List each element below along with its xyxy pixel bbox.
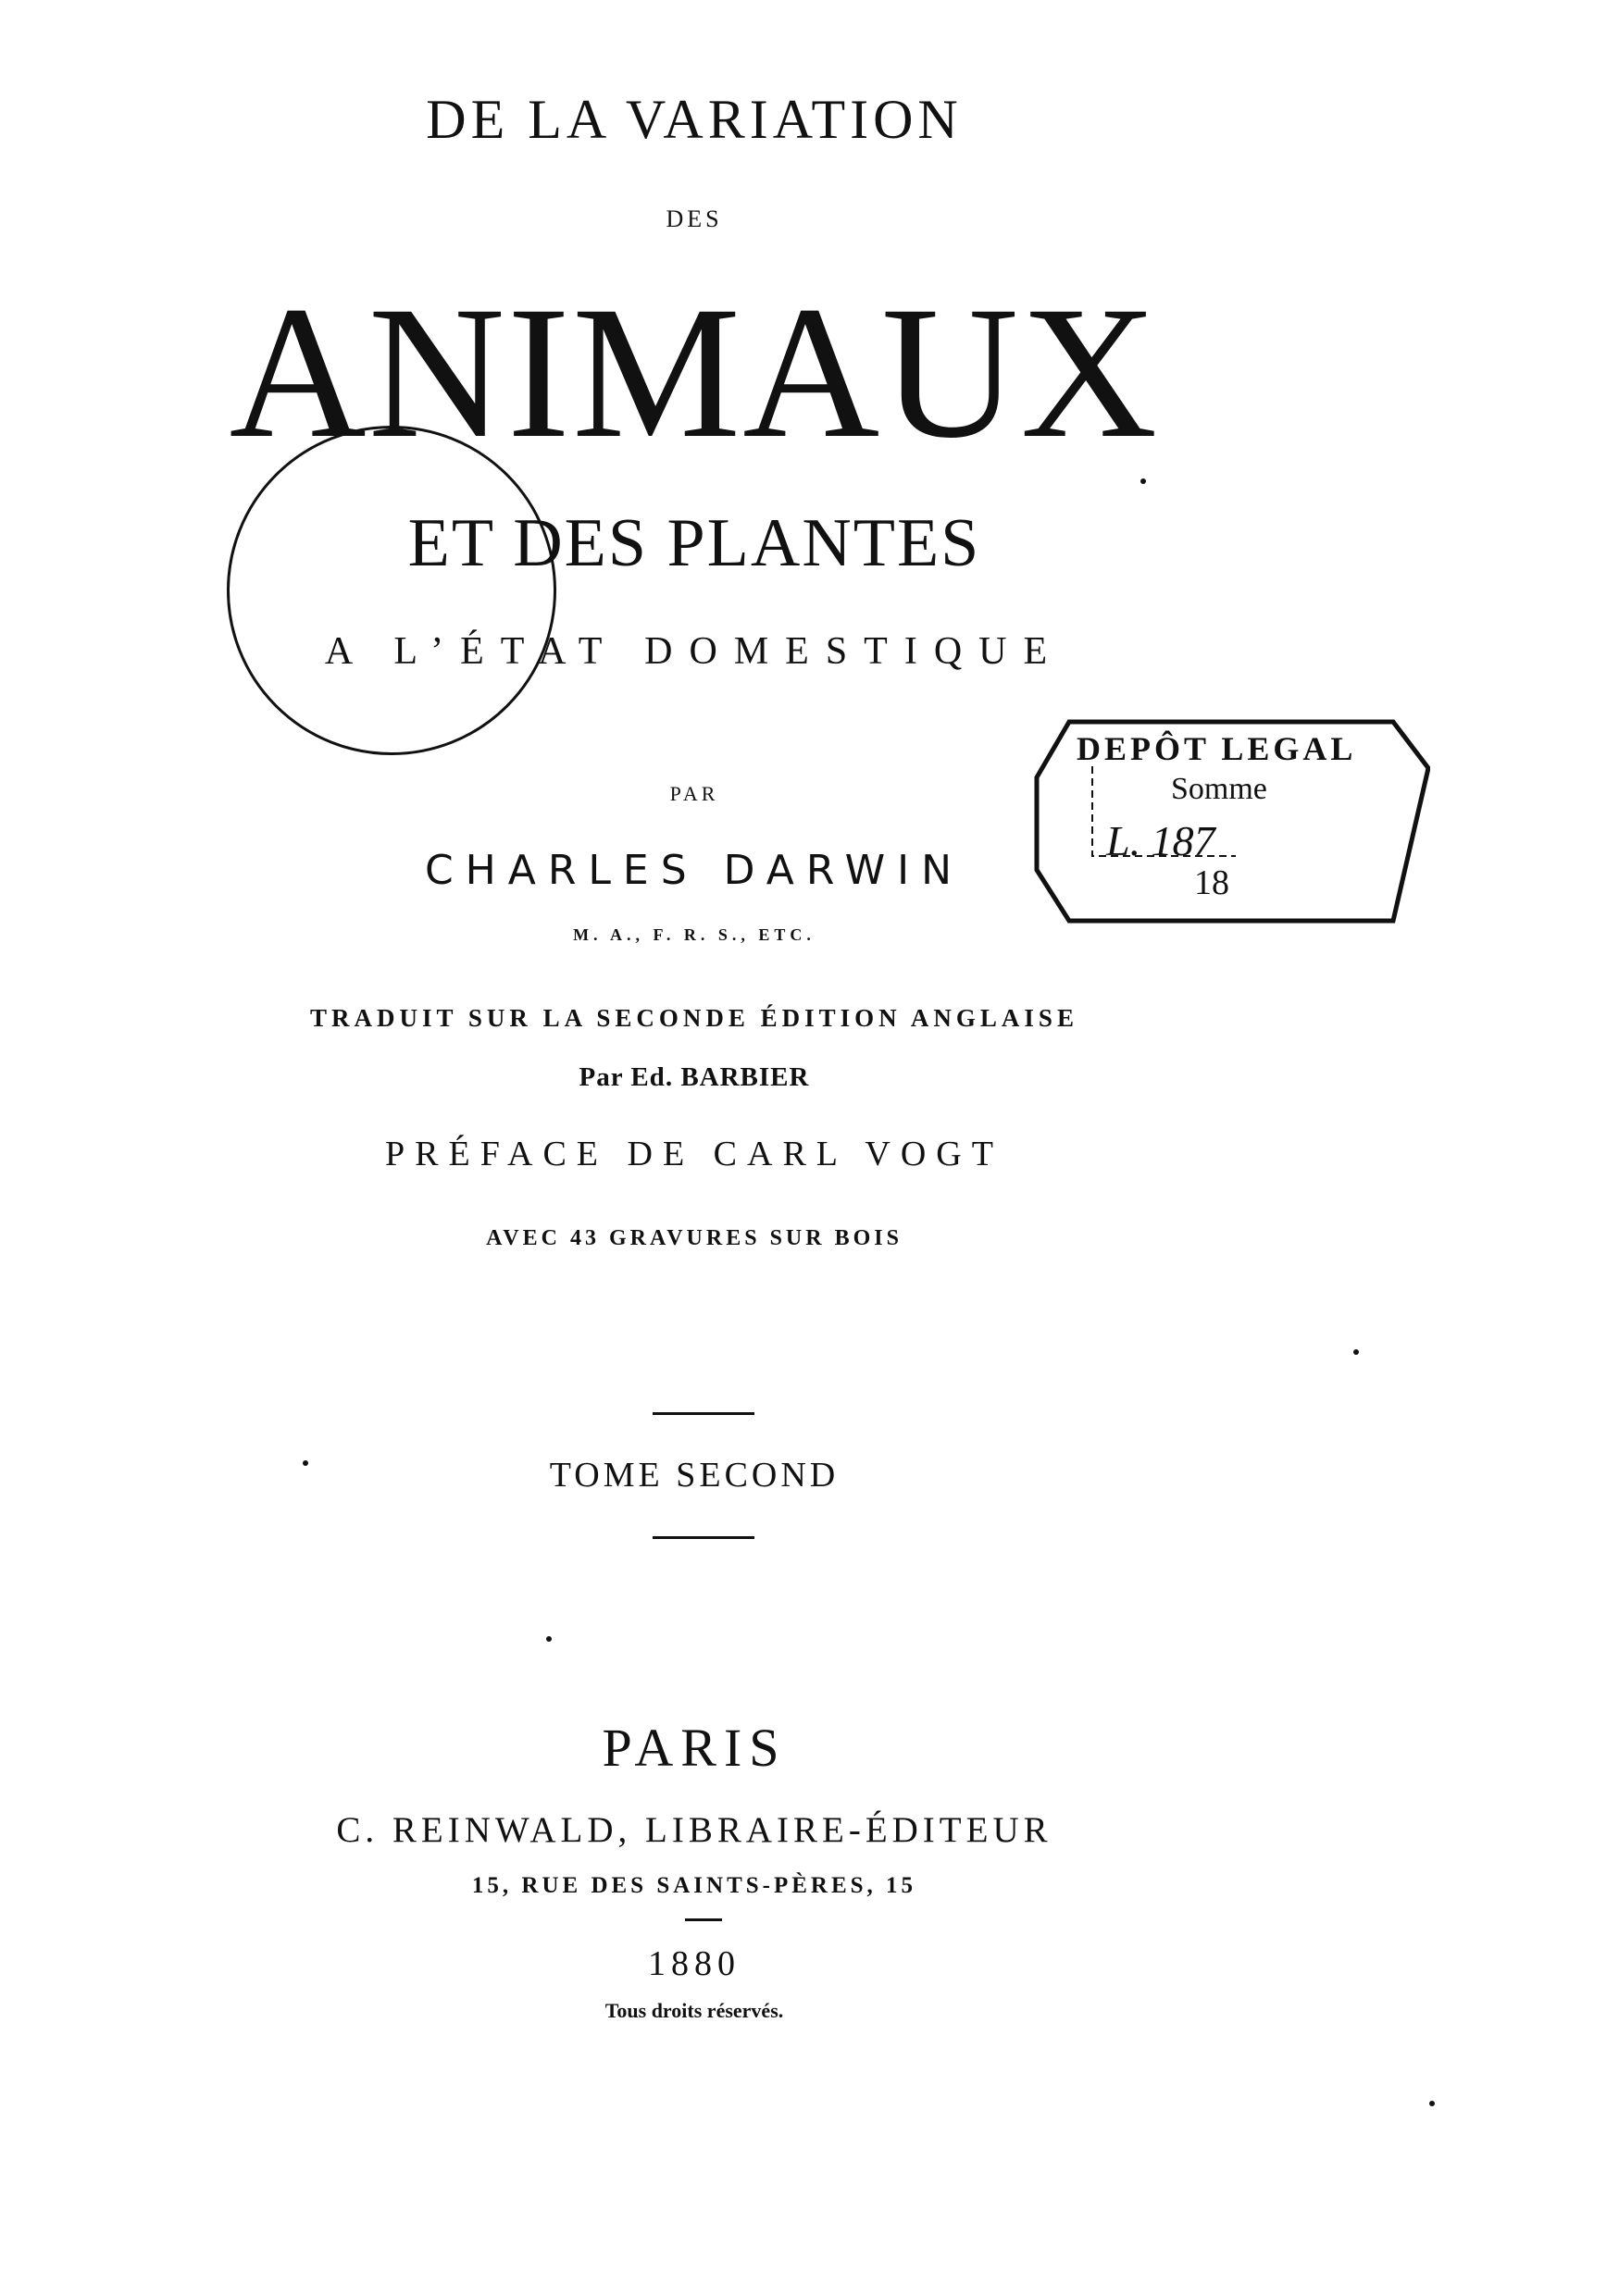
paper-speck <box>1429 2101 1435 2106</box>
publication-city: PARIS <box>602 1718 787 1778</box>
translation-note: TRADUIT SUR LA SECONDE ÉDITION ANGLAISE <box>310 1004 1078 1032</box>
author-name: CHARLES DARWIN <box>424 847 965 894</box>
bottom-volume-rule <box>653 1536 754 1539</box>
top-volume-rule <box>653 1412 754 1415</box>
illustrations-note: AVEC 43 GRAVURES SUR BOIS <box>486 1226 903 1250</box>
legal-stamp-title: DEPÔT LEGAL <box>1077 730 1357 767</box>
year-rule <box>685 1918 722 1921</box>
publisher: C. REINWALD, LIBRAIRE-ÉDITEUR <box>336 1810 1052 1850</box>
volume-label: TOME SECOND <box>549 1456 840 1495</box>
title-line-5: A L’ÉTAT DOMESTIQUE <box>324 630 1065 673</box>
paper-speck <box>303 1460 308 1466</box>
title-line-4: ET DES PLANTES <box>407 505 981 581</box>
title-line-2: DES <box>666 205 723 232</box>
paper-speck <box>1140 478 1146 484</box>
author-credentials: M. A., F. R. S., ETC. <box>573 925 816 944</box>
preface-note: PRÉFACE DE CARL VOGT <box>385 1135 1003 1173</box>
legal-deposit-stamp <box>1032 713 1430 925</box>
publication-year: 1880 <box>648 1944 741 1983</box>
by-line: PAR <box>669 782 719 805</box>
legal-stamp-year: 18 <box>1194 863 1229 902</box>
legal-stamp-place: Somme <box>1171 772 1267 806</box>
main-title: ANIMAUX <box>229 267 1160 478</box>
title-line-1: DE LA VARIATION <box>426 89 963 150</box>
legal-stamp-number: L. 187 <box>1106 817 1215 864</box>
translator: Par Ed. BARBIER <box>579 1062 810 1092</box>
rights-notice: Tous droits réservés. <box>604 1999 784 2022</box>
publisher-address: 15, RUE DES SAINTS-PÈRES, 15 <box>471 1873 917 1898</box>
paper-speck <box>546 1636 552 1642</box>
paper-speck <box>1353 1349 1359 1355</box>
